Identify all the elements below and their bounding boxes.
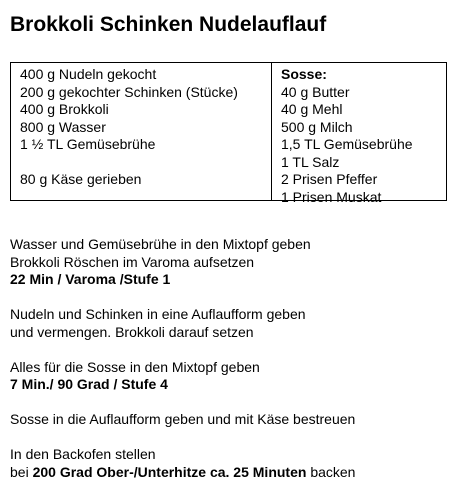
main-ingredients-column (20, 66, 270, 189)
instructions (10, 236, 450, 499)
sauce-ingredients-column (281, 66, 446, 206)
sauce-item: 2 Prisen Pfeffer (281, 171, 378, 187)
ingredients-table (10, 62, 447, 205)
step-setting: 22 Min / Varoma /Stufe 1 (10, 271, 171, 287)
sauce-header: Sosse: (281, 66, 327, 82)
step-setting: 7 Min./ 90 Grad / Stufe 4 (10, 376, 168, 392)
step-text: Alles für die Sosse in den Mixtopf geben (10, 358, 260, 375)
step-text: Wasser und Gemüsebrühe in den Mixtopf geben (10, 236, 311, 252)
step-text: und vermengen. Brokkoli darauf setzen (10, 323, 254, 340)
step-1 (10, 236, 450, 289)
sauce-item: 1 Prisen Muskat (281, 188, 382, 205)
sauce-item: 500 g Milch (281, 118, 353, 135)
step-text: Sosse in die Auflaufform geben und mit Käse bestreuen (10, 411, 356, 427)
final-bold-setting: 200 Grad Ober-/Unterhitze ca. 25 Minuten (32, 463, 307, 480)
column-divider (271, 63, 272, 200)
recipe-title: Brokkoli Schinken Nudelauflauf (10, 13, 327, 36)
ingredient-item: 1 ½ TL Gemüsebrühe (20, 136, 156, 152)
step-text: Brokkoli Röschen im Varoma aufsetzen (10, 253, 255, 270)
step-2 (10, 306, 450, 341)
step-3 (10, 359, 450, 394)
sauce-item: 40 g Butter (281, 83, 350, 100)
ingredient-item: 800 g Wasser (20, 118, 106, 135)
ingredient-item: 200 g gekochter Schinken (Stücke) (20, 83, 238, 100)
ingredient-item: 400 g Nudeln gekocht (20, 66, 157, 82)
ingredient-item: 400 g Brokkoli (20, 101, 109, 117)
step-4 (10, 411, 450, 429)
step-text: In den Backofen stellen (10, 446, 156, 462)
sauce-item: 1,5 TL Gemüsebrühe (281, 136, 413, 152)
step-5 (10, 446, 450, 481)
step-final (10, 464, 450, 482)
final-prefix: bei (10, 463, 33, 480)
sauce-item: 1 TL Salz (281, 153, 340, 170)
sauce-item: 40 g Mehl (281, 101, 343, 117)
step-text: Nudeln und Schinken in eine Auflaufform geben (10, 306, 306, 322)
final-suffix: backen (306, 463, 356, 480)
ingredient-item: 80 g Käse gerieben (20, 171, 142, 187)
ingredient-spacer (20, 154, 270, 172)
